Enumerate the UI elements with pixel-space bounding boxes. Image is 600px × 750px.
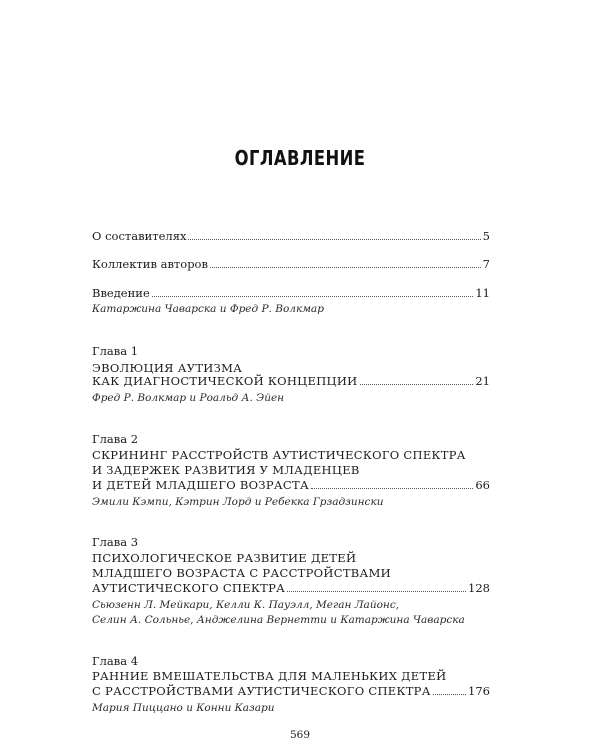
chapter-label: Глава 2 xyxy=(92,432,139,446)
chapter-title-line[interactable]: СКРИНИНГ РАССТРОЙСТВ АУТИСТИЧЕСКОГО СПЕКТРА xyxy=(92,448,466,462)
chapter-title-last-line[interactable] xyxy=(92,684,490,698)
toc-page-number: 21 xyxy=(475,374,490,388)
chapter-label: Глава 1 xyxy=(92,344,139,358)
page-number: 569 xyxy=(289,729,311,741)
toc-entry-title: Коллектив авторов xyxy=(92,257,208,271)
leader-dots xyxy=(433,694,466,695)
chapter-title-line[interactable]: ПСИХОЛОГИЧЕСКОЕ РАЗВИТИЕ ДЕТЕЙ xyxy=(92,551,357,565)
leader-dots xyxy=(188,239,480,240)
leader-dots xyxy=(210,267,481,268)
chapter-title-line[interactable]: ЭВОЛЮЦИЯ АУТИЗМА xyxy=(92,361,243,375)
chapter-title-line: АУТИСТИЧЕСКОГО СПЕКТРА xyxy=(92,581,286,595)
chapter-authors: Мария Пиццано и Конни Казари xyxy=(92,702,275,714)
toc-page-number: 5 xyxy=(482,229,490,243)
leader-dots xyxy=(360,384,474,385)
leader-dots xyxy=(152,296,474,297)
chapter-title-line: С РАССТРОЙСТВАМИ АУТИСТИЧЕСКОГО СПЕКТРА xyxy=(92,684,431,698)
chapter-title-last-line[interactable] xyxy=(92,478,490,492)
chapter-authors: Эмили Кэмпи, Кэтрин Лорд и Ребекка Грзадзински xyxy=(92,496,384,508)
toc-page-number: 66 xyxy=(475,478,490,492)
chapter-title-last-line[interactable] xyxy=(92,374,490,388)
leader-dots xyxy=(311,488,473,489)
toc-entry-compilers[interactable] xyxy=(92,229,490,243)
toc-entry-title: Введение xyxy=(92,286,150,300)
chapter-label: Глава 4 xyxy=(92,654,139,668)
chapter-title-last-line[interactable] xyxy=(92,581,490,595)
toc-page-number: 7 xyxy=(482,257,490,271)
chapter-authors: Селин А. Сольнье, Анджелина Вернетти и Катаржина Чаварска xyxy=(92,614,465,626)
chapter-title-line: И ДЕТЕЙ МЛАДШЕГО ВОЗРАСТА xyxy=(92,478,309,492)
leader-dots xyxy=(287,591,466,592)
chapter-authors: Сьюзенн Л. Мейкари, Келли К. Пауэлл, Меган Лайонс, xyxy=(92,599,400,611)
toc-page-number: 11 xyxy=(475,286,490,300)
chapter-authors: Фред Р. Волкмар и Роальд А. Эйен xyxy=(92,392,285,404)
chapter-title-line[interactable]: И ЗАДЕРЖЕК РАЗВИТИЯ У МЛАДЕНЦЕВ xyxy=(92,463,360,477)
toc-entry-introduction[interactable] xyxy=(92,286,490,300)
chapter-title-line: КАК ДИАГНОСТИЧЕСКОЙ КОНЦЕПЦИИ xyxy=(92,374,358,388)
chapter-label: Глава 3 xyxy=(92,535,139,549)
toc-page-number: 176 xyxy=(468,684,490,698)
toc-page-number: 128 xyxy=(468,581,490,595)
toc-entry-authors: Катаржина Чаварска и Фред Р. Волкмар xyxy=(92,303,324,315)
toc-entry-title: О составителях xyxy=(92,229,187,243)
chapter-title-line[interactable]: РАННИЕ ВМЕШАТЕЛЬСТВА ДЛЯ МАЛЕНЬКИХ ДЕТЕЙ xyxy=(92,669,447,683)
toc-entry-authors-team[interactable] xyxy=(92,257,490,271)
page-title: ОГЛАВЛЕНИЕ xyxy=(234,146,366,170)
chapter-title-line[interactable]: МЛАДШЕГО ВОЗРАСТА С РАССТРОЙСТВАМИ xyxy=(92,566,391,580)
